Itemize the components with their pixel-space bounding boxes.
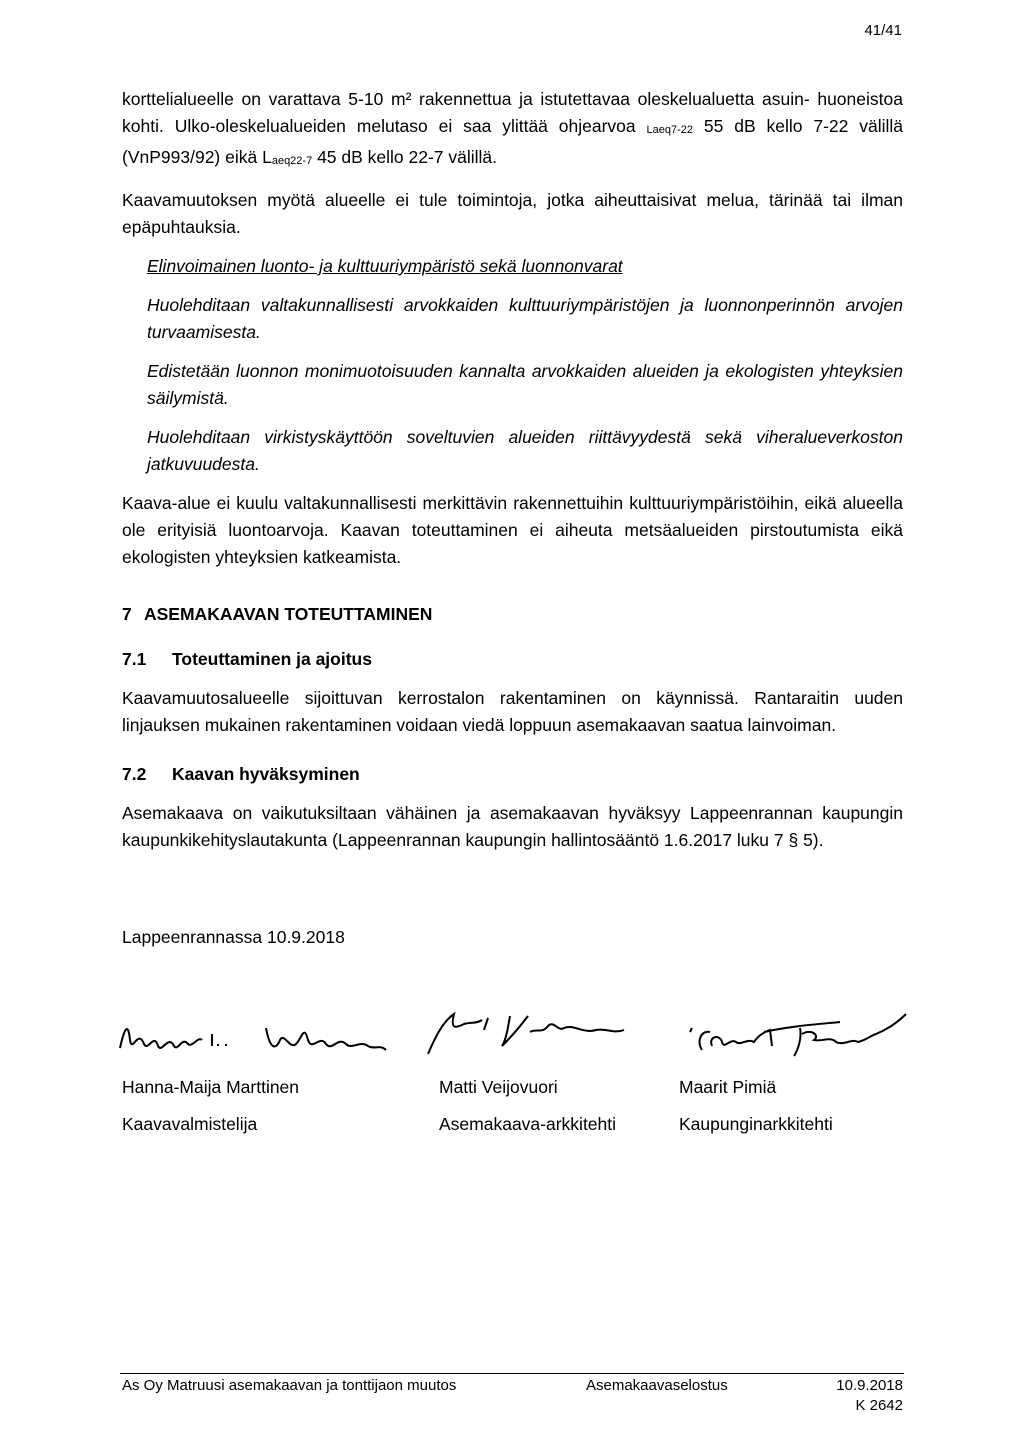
section-number: 7.2 [122,764,147,784]
footer-code: K 2642 [855,1397,903,1414]
vat-item-2: Edistetään luonnon monimuotoisuuden kannalta arvokkaiden alueiden ja ekologisten yhteyksien säilymistä. [147,361,903,408]
section-heading-7 [122,601,903,628]
signatory-name: Matti Veijovuori [439,1077,558,1097]
subscript: aeq22-7 [271,155,313,167]
signatory-2 [439,1074,616,1138]
text-line: korttelialueelle on varattava 5-10 m² rakennettua ja istutettavaa oleskelualuetta asuin- [122,89,810,109]
signature-veijovuori [424,1010,684,1060]
signatory-title: Asemakaava-arkkitehti [439,1114,617,1134]
signatory-name: Hanna-Maija Marttinen [122,1077,300,1097]
vat-item-3: Huolehditaan virkistyskäyttöön soveltuvien alueiden riittävyydestä sekä viheralueverkoston jatkuvuudesta. [147,427,903,474]
paragraph-cultural-environment: Kaava-alue ei kuulu valtakunnallisesti merkittävin rakennettuihin kulttuuriympäristöihin, eikä alueella ole erityisiä luontoarvoja. Kaavan toteuttaminen ei aiheuta metsäalueiden pirstoutumista eikä ekologisten yhteyksien katkeamista. [122,493,903,567]
section-number: 7 [122,604,132,624]
section-title: ASEMAKAAVAN TOTEUTTAMINEN [144,604,433,624]
text-line: 55 [693,116,724,136]
signatures [122,1010,922,1070]
paragraph-approval: Asemakaava on vaikutuksiltaan vähäinen ja asemakaavan hyväksyy Lappeenrannan kaupungin kaupunkikehityslautakunta (Lappeenrannan kaupungin hallintosääntö 1.6.2017 luku 7 § 5). [122,803,903,850]
signatory-3 [679,1074,833,1138]
section-title: Kaavan hyväksyminen [172,764,360,784]
text-line: 45 dB kello 22-7 välillä. [312,147,498,167]
place-and-date: Lappeenrannassa 10.9.2018 [122,927,345,947]
section-number: 7.1 [122,649,147,669]
section-heading-7-1 [122,646,903,673]
signatory-title: Kaavavalmistelija [122,1114,258,1134]
document-body [122,86,903,951]
vat-heading: Elinvoimainen luonto- ja kulttuuriympäristö sekä luonnonvarat [147,256,623,276]
text-line: dB kello 7-22 välillä (VnP993/92) eikä L [122,116,904,167]
text-line: huoneistoa kohti. Ulko-oleskelualueiden melutaso ei saa ylittää ohjearvoa [122,89,903,136]
signature-marttinen [116,1010,396,1060]
footer-doc-type: Asemakaavaselostus [586,1377,728,1394]
paragraph-nuisances: Kaavamuutoksen myötä alueelle ei tule toimintoja, jotka aiheuttaisivat melua, tärinää tai ilman epäpuhtauksia. [122,190,903,237]
signatory-1 [122,1074,299,1138]
signatory-name: Maarit Pimiä [679,1077,777,1097]
signature-pimia [680,1010,920,1070]
section-heading-7-2 [122,761,903,788]
section-title: Toteuttaminen ja ajoitus [172,649,372,669]
signatory-title: Kaupunginarkkitehti [679,1114,833,1134]
footer-date: 10.9.2018 [836,1377,903,1394]
subscript: Laeq7-22 [646,124,694,136]
paragraph-noise-requirements [122,86,903,175]
footer-divider [120,1373,904,1374]
footer-project: As Oy Matruusi asemakaavan ja tonttijaon muutos [122,1377,457,1394]
vat-item-1: Huolehditaan valtakunnallisesti arvokkaiden kulttuuriympäristöjen ja luonnonperinnön arvojen turvaamisesta. [147,295,903,342]
paragraph-implementation: Kaavamuutosalueelle sijoittuvan kerrostalon rakentaminen on käynnissä. Rantaraitin uuden linjauksen mukainen rakentaminen voidaan viedä loppuun asemakaavan saatua lainvoiman. [122,688,903,735]
page-number: 41/41 [864,22,902,39]
